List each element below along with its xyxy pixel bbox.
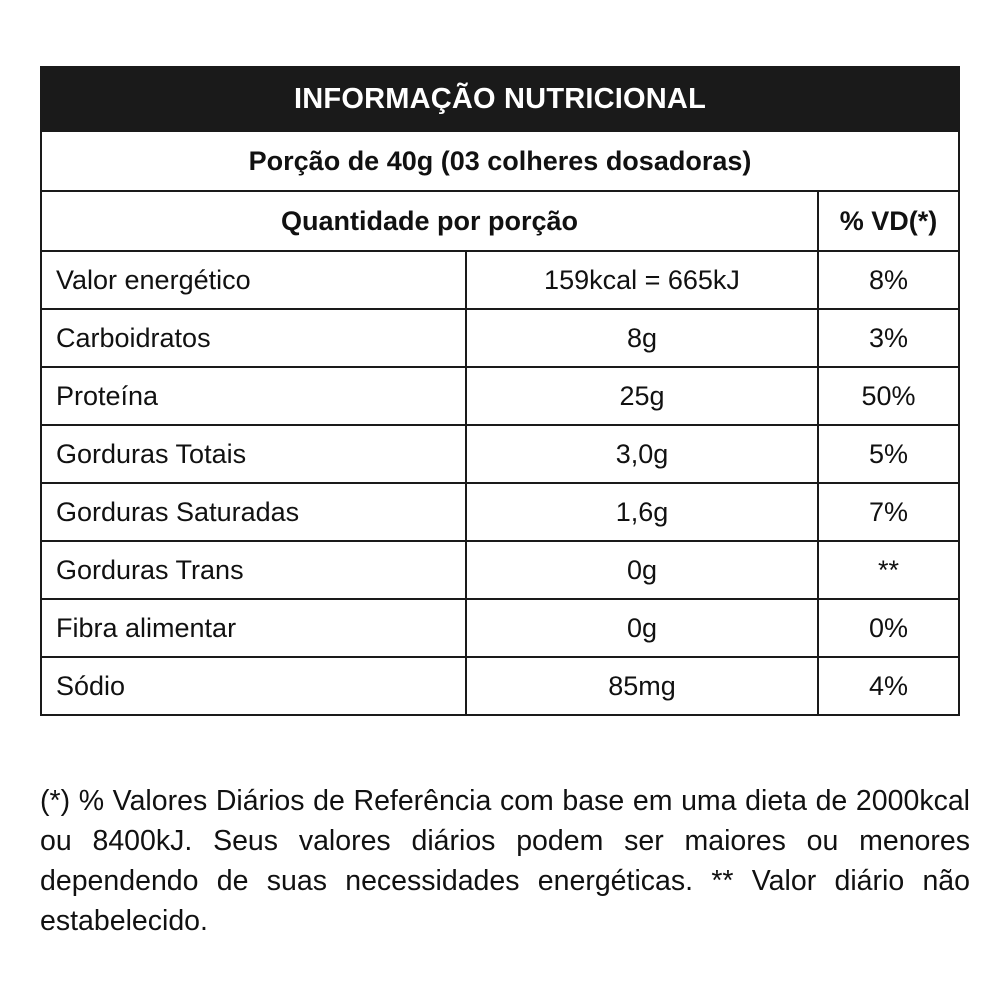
table-row (41, 425, 959, 483)
nutrient-vd: 5% (818, 425, 959, 483)
nutrient-name: Fibra alimentar (41, 599, 466, 657)
nutrient-amount: 3,0g (466, 425, 818, 483)
header-row (41, 191, 959, 251)
portion-size: Porção de 40g (03 colheres dosadoras) (41, 131, 959, 191)
nutrition-table (40, 66, 960, 716)
table-row (41, 251, 959, 309)
header-vd: % VD(*) (818, 191, 959, 251)
header-quantity: Quantidade por porção (41, 191, 818, 251)
nutrient-vd: 3% (818, 309, 959, 367)
nutrient-name: Proteína (41, 367, 466, 425)
nutrient-amount: 0g (466, 599, 818, 657)
nutrient-vd: 8% (818, 251, 959, 309)
nutrient-name: Valor energético (41, 251, 466, 309)
nutrient-vd: ** (818, 541, 959, 599)
nutrient-amount: 1,6g (466, 483, 818, 541)
nutrient-name: Gorduras Totais (41, 425, 466, 483)
nutrient-amount: 85mg (466, 657, 818, 715)
nutrient-amount: 0g (466, 541, 818, 599)
nutrient-name: Carboidratos (41, 309, 466, 367)
nutrient-vd: 0% (818, 599, 959, 657)
title-row (41, 67, 959, 131)
nutrient-amount: 25g (466, 367, 818, 425)
portion-row (41, 131, 959, 191)
nutrient-name: Gorduras Saturadas (41, 483, 466, 541)
nutrient-amount: 159kcal = 665kJ (466, 251, 818, 309)
nutrient-vd: 7% (818, 483, 959, 541)
table-title: INFORMAÇÃO NUTRICIONAL (41, 67, 959, 131)
table-row (41, 657, 959, 715)
nutrient-name: Gorduras Trans (41, 541, 466, 599)
table-row (41, 309, 959, 367)
nutrition-facts-panel (40, 66, 958, 716)
table-row (41, 367, 959, 425)
nutrient-amount: 8g (466, 309, 818, 367)
nutrient-vd: 50% (818, 367, 959, 425)
reference-footnote: (*) % Valores Diários de Referência com base em uma dieta de 2000kcal ou 8400kJ. Seus valores diários podem ser maiores ou menores dependendo de suas necessidades energéticas. ** Valor diário não estabelecido. (40, 784, 970, 937)
nutrient-name: Sódio (41, 657, 466, 715)
nutrient-vd: 4% (818, 657, 959, 715)
table-row (41, 599, 959, 657)
table-row (41, 483, 959, 541)
table-row (41, 541, 959, 599)
